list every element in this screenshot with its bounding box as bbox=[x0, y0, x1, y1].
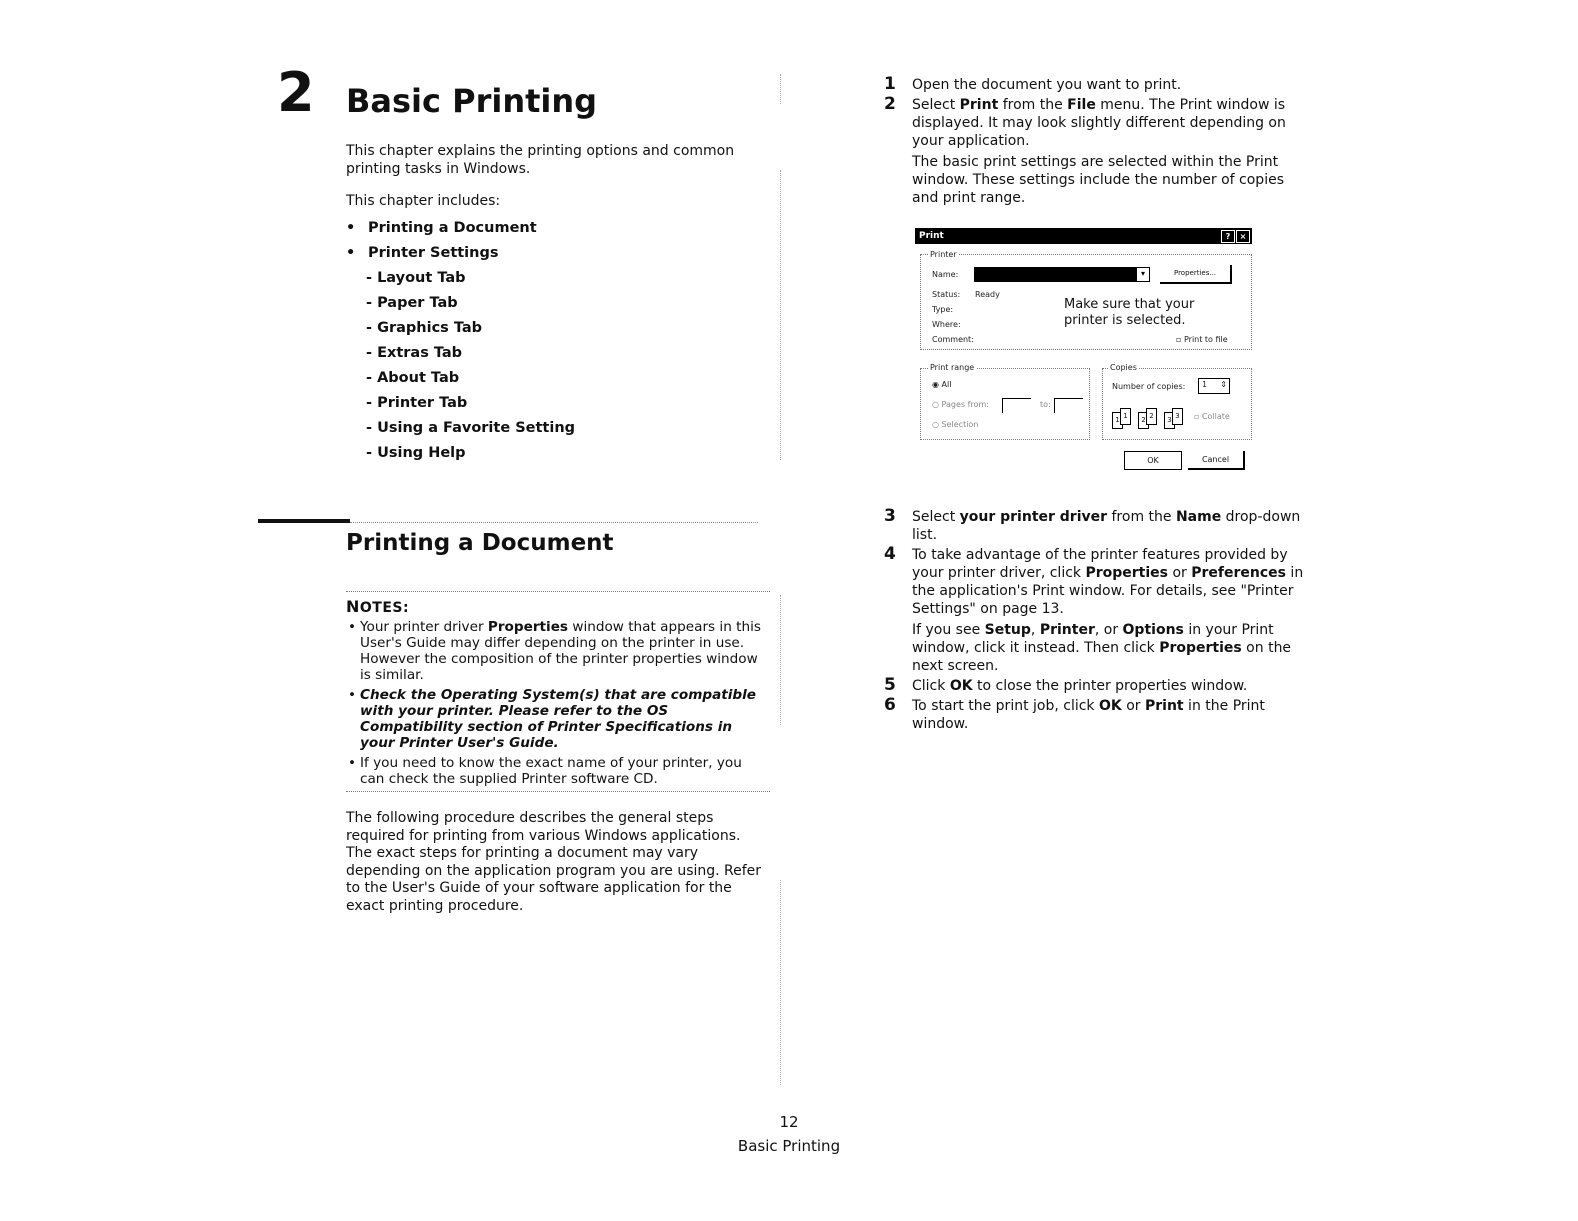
notes-top-rule bbox=[346, 591, 770, 592]
to-label: to: bbox=[1040, 400, 1051, 409]
steps-list-continued bbox=[884, 508, 1308, 735]
where-label: Where: bbox=[932, 320, 961, 329]
copies-label: Copies bbox=[1110, 363, 1137, 372]
chapter-title: Basic Printing bbox=[346, 82, 598, 120]
selection-radio[interactable]: ○ Selection bbox=[932, 420, 979, 429]
page-stack-icon: 1 bbox=[1120, 408, 1131, 425]
page-stack-icon: 2 bbox=[1146, 408, 1157, 425]
collate-checkbox[interactable]: ▫ Collate bbox=[1194, 412, 1230, 421]
page-stack-icon: 2 bbox=[1138, 412, 1149, 429]
step-item: 2 Select Print from the File menu. The Print window is displayed. It may look slightly different depending on your application. The basic print settings are selected within the Print window. These settings include the number of copies and print range. bbox=[884, 96, 1308, 207]
includes-label: This chapter includes: bbox=[346, 193, 501, 209]
close-icon[interactable]: × bbox=[1236, 230, 1250, 243]
procedure-paragraph: The following procedure describes the general steps required for printing from various Windows applications. The exact steps for printing a document may vary depending on the application program you are using. Refer to the User's Guide of your software application for the exact printing procedure. bbox=[346, 810, 762, 914]
notes-list bbox=[346, 619, 770, 791]
page-number: 12 bbox=[779, 1113, 799, 1131]
help-icon[interactable]: ? bbox=[1221, 230, 1235, 243]
step-item: 5 Click OK to close the printer properties window. bbox=[884, 675, 1248, 695]
bullet-icon: • bbox=[346, 220, 356, 236]
page-stack-icon: 1 bbox=[1112, 412, 1123, 429]
page-stack-icon: 3 bbox=[1172, 408, 1183, 425]
toc-subitem[interactable]: - About Tab bbox=[366, 370, 460, 386]
toc-subitem[interactable]: - Paper Tab bbox=[366, 295, 458, 311]
step-number: 6 bbox=[884, 695, 896, 715]
column-divider bbox=[780, 595, 781, 725]
name-label: Name: bbox=[932, 270, 959, 279]
steps-list bbox=[884, 76, 1308, 209]
section-bar bbox=[258, 519, 350, 523]
ok-button[interactable]: OK bbox=[1124, 451, 1182, 470]
toc-subitem[interactable]: - Using Help bbox=[366, 445, 466, 461]
column-divider bbox=[780, 74, 781, 104]
printer-name-dropdown[interactable] bbox=[974, 267, 1150, 282]
status-value: Ready bbox=[975, 290, 1000, 299]
all-radio[interactable]: ◉ All bbox=[932, 380, 952, 389]
properties-button[interactable]: Properties... bbox=[1160, 265, 1232, 284]
callout-annotation: Make sure that your printer is selected. bbox=[1064, 297, 1195, 328]
dialog-title-bar: Print ? × bbox=[915, 228, 1252, 244]
step-number: 5 bbox=[884, 675, 896, 695]
step-number: 1 bbox=[884, 74, 896, 94]
step-number: 3 bbox=[884, 506, 896, 526]
type-label: Type: bbox=[932, 305, 954, 314]
toc-item[interactable]: • Printing a Document bbox=[346, 220, 537, 236]
print-range-label: Print range bbox=[930, 363, 975, 372]
pages-radio[interactable]: ○ Pages from: bbox=[932, 400, 989, 409]
step-item: 3 Select your printer driver from the Name drop-down list. bbox=[884, 506, 1301, 543]
copies-stepper[interactable]: 1 ⇕ bbox=[1198, 378, 1230, 394]
note-item: • Your printer driver Properties window that appears in this User's Guide may differ depending on the printer in use. However the composition of the printer properties window is similar. bbox=[346, 619, 770, 683]
print-to-file-checkbox[interactable]: ▫ Print to file bbox=[1176, 335, 1228, 344]
step-number: 4 bbox=[884, 544, 896, 564]
chapter-intro: This chapter explains the printing options and common printing tasks in Windows. bbox=[346, 143, 735, 177]
step-note: If you see Setup, Printer, or Options in your Print window, click it instead. Then click Properties on the next screen. bbox=[912, 622, 1292, 674]
printer-group-label: Printer bbox=[930, 250, 957, 259]
step-number: 2 bbox=[884, 94, 896, 114]
to-field[interactable] bbox=[1054, 398, 1083, 413]
toc-subitem[interactable]: - Graphics Tab bbox=[366, 320, 483, 336]
toc-subitem[interactable]: - Extras Tab bbox=[366, 345, 463, 361]
toc-subitem[interactable]: - Layout Tab bbox=[366, 270, 466, 286]
step-item: 4 To take advantage of the printer features provided by your printer driver, click Properties or Preferences in the application's Print window. For details, see "Printer Settings" on page 13. If you see Setup, Printer, or Options in your Print window, click it instead. Then click Properties on the next screen. bbox=[884, 546, 1308, 675]
chapter-number: 2 bbox=[277, 61, 315, 124]
step-item: 6 To start the print job, click OK or Print in the Print window. bbox=[884, 695, 1265, 732]
toc-subitem[interactable]: - Printer Tab bbox=[366, 395, 468, 411]
step-note: The basic print settings are selected within the Print window. These settings include the number of copies and print range. bbox=[912, 154, 1284, 206]
step-item: 1 Open the document you want to print. bbox=[884, 74, 1182, 94]
notes-heading: NOTES: bbox=[346, 597, 410, 616]
footer-title: Basic Printing bbox=[737, 1137, 841, 1155]
page-stack-icon: 3 bbox=[1164, 412, 1175, 429]
status-label: Status: bbox=[932, 290, 961, 299]
comment-label: Comment: bbox=[932, 335, 974, 344]
chapter-contents bbox=[346, 218, 575, 468]
from-field[interactable] bbox=[1002, 398, 1031, 413]
column-divider bbox=[780, 880, 781, 1085]
section-title: Printing a Document bbox=[346, 530, 614, 556]
print-dialog-screenshot bbox=[912, 224, 1254, 474]
notes-bottom-rule bbox=[346, 791, 770, 792]
column-divider bbox=[780, 170, 781, 460]
bullet-icon: • bbox=[346, 245, 356, 261]
cancel-button[interactable]: Cancel bbox=[1188, 451, 1245, 470]
number-of-copies-label: Number of copies: bbox=[1112, 382, 1186, 391]
note-item: • Check the Operating System(s) that are compatible with your printer. Please refer to the OS Compatibility section of Printer Specifications in your Printer User's Guide. bbox=[346, 687, 770, 751]
toc-subitem[interactable]: - Using a Favorite Setting bbox=[366, 420, 576, 436]
chevron-down-icon[interactable]: ▾ bbox=[1136, 268, 1149, 281]
section-divider bbox=[350, 522, 758, 523]
toc-item[interactable]: • Printer Settings bbox=[346, 245, 499, 261]
note-item: • If you need to know the exact name of your printer, you can check the supplied Printer software CD. bbox=[346, 755, 770, 787]
